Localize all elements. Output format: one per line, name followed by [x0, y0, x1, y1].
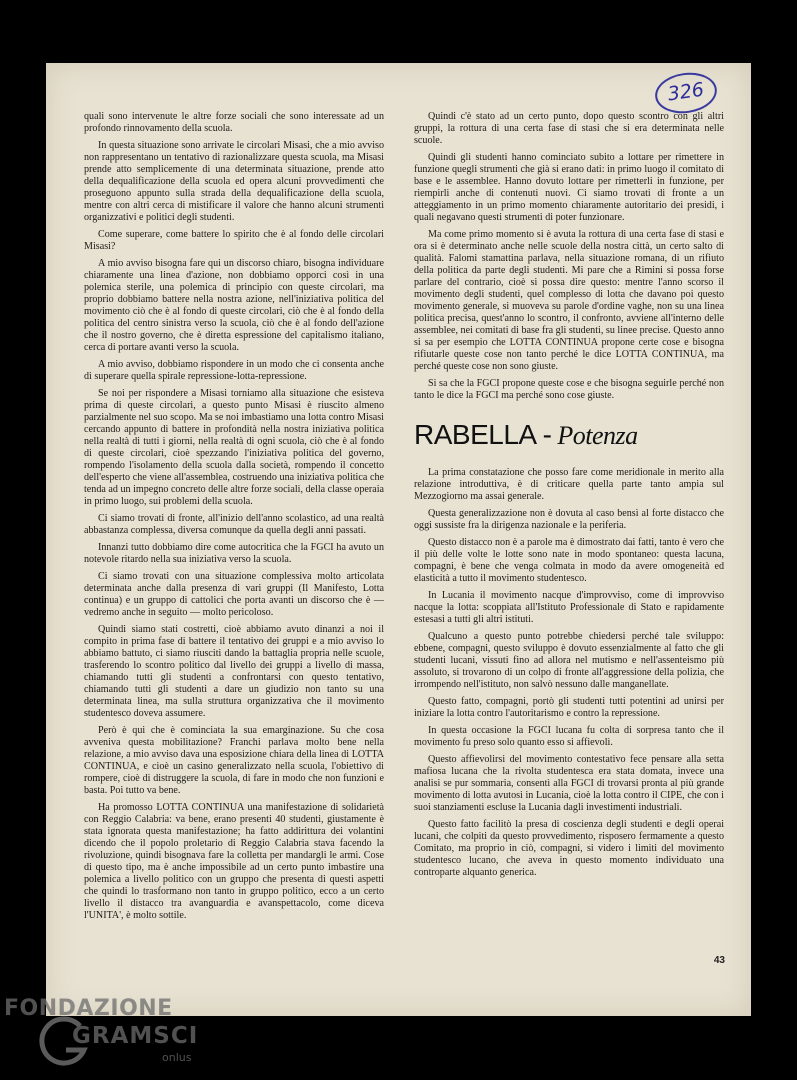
paragraph: Si sa che la FGCI propone queste cose e che bisogna seguirle perché non tanto le dice la FGCI ma perché sono cose giuste. [414, 378, 724, 401]
paragraph: Come superare, come battere lo spirito che è al fondo delle circolari Misasi? [84, 229, 384, 252]
watermark-line2: GRAMSCI [72, 1023, 199, 1049]
paragraph: Ma come primo momento si è avuta la rottura di una certa fase di stasi e ora si è determinato anche nelle scuole della nostra città, un certo salto di qualità. Falomi stamattina parlava, nella situazione romana, di un rifiuto della politica da parte degli studenti. Mi pare che a Rimini si possa forse parlare del contrario, cioè si possa dire questo: mentre l'anno scorso il movimento degli studenti, quel complesso di lotta che davano poi questo movimento generale, si muoveva su parole d'ordine vaghe, non su una linea politica precisa, quest'anno lo scontro, il confronto, avviene all'interno delle assemblee, nei comitati di base fra gli studenti, su linee precise. Questo anno si sa per esempio che LOTTA CONTINUA propone certe cose e bisogna rifiutarle queste cose non tanto perché le dice LOTTA CONTINUA, ma perché queste cose non sono giuste. [414, 229, 724, 372]
paragraph: Se noi per rispondere a Misasi torniamo alla situazione che esisteva prima di queste circolari, a questo punto Misasi è riuscito almeno parzialmente nel suo scopo. Ma se noi imbastiamo una lotta contro Misasi cercando appunto di battere in profondità nella nostra iniziativa politica nella realtà di tutti i giorni, nella realtà di ogni scuola, ciò che è al fondo di queste circolari, cioè spezzando l'iniziativa politica del governo, rompendo l'isolamento della scuola dalla società, rompendo il concetto dell'esperto che viene all'assemblea, costruendo una iniziativa politica che tenda ad un impegno concreto delle altre forze sociali, della classe operaia in primo luogo, sui problemi della scuola. [84, 388, 384, 507]
paragraph: Ha promosso LOTTA CONTINUA una manifestazione di solidarietà con Reggio Calabria: va bene, erano presenti 40 studenti, giustamente è stata ignorata questa manifestazione; ha fatto addirittura dei volantini dicendo che il popolo proletario di Reggio Calabria stava facendo la rivoluzione, quindi bisognava fare la colletta per mandargli le armi. Cose di questo tipo, ma è anche impossibile ad un certo punto imbastire una polemica a livello politico con un gruppo che presenta di questi aspetti che quindi lo trasformano non tanto in gruppo politico, ecco a un certo livello il distacco tra avanguardia e avanspettacolo, come diceva l'UNITA', è molto sottile. [84, 802, 384, 921]
paragraph: Ci siamo trovati di fronte, all'inizio dell'anno scolastico, ad una realtà abbastanza complessa, diversa comunque da quella degli anni passati. [84, 513, 384, 536]
paragraph: Innanzi tutto dobbiamo dire come autocritica che la FGCI ha avuto un notevole ritardo nella sua iniziativa verso la scuola. [84, 542, 384, 565]
watermark-line3: onlus [162, 1051, 192, 1064]
paragraph: Quindi gli studenti hanno cominciato subito a lottare per rimettere in funzione quegli strumenti che già si erano dati: in primo luogo il comitato di base e le assemblee. Hanno dovuto lottare per rimetterli in funzione, per riempirli anche di contenuti nuovi. Ci siamo trovati di fronte a un atteggiamento in un primo momento chiaramente autoritario dei presidi, i quali negavano questi strumenti di poter funzionare. [414, 152, 724, 223]
paragraph: Questo fatto facilitò la presa di coscienza degli studenti e degli operai lucani, che colpiti da questo provvedimento, risposero fermamente a questo Comitato, ma proprio in ciò, compagni, si videro i limiti del movimento studentesco lucano, che aveva in questo momento individuato una controparte alquanto generica. [414, 819, 724, 878]
paragraph: Questa generalizzazione non è dovuta al caso bensì al forte distacco che oggi sussiste fra la dirigenza nazionale e la periferia. [414, 508, 724, 531]
page-number: 43 [713, 955, 725, 966]
archive-stamp: 326 [653, 69, 720, 117]
watermark-line1: FONDAZIONE [4, 996, 173, 1021]
paragraph: A mio avviso bisogna fare qui un discorso chiaro, bisogna individuare chiaramente una linea d'azione, non dobbiamo opporci così in una polemica sterile, una polemica di principio con queste circolari, ma proprio dobbiamo battere nella nostra azione, nell'iniziativa politica del movimento ciò che è al fondo di queste circolari, ciò che è al fondo della politica del centro sinistra verso la scuola, ciò che è al fondo dell'azione che il nostro governo, che è diretta espressione del capitalismo italiano, cerca di portare avanti verso la scuola. [84, 258, 384, 353]
paragraph: La prima constatazione che posso fare come meridionale in merito alla relazione introduttiva, è di criticare quella parte tanto ampia sul Mezzogiorno ma assai generale. [414, 467, 724, 502]
paragraph: Questo distacco non è a parole ma è dimostrato dai fatti, tanto è vero che il più delle volte le lotte sono nate in modo spontaneo: questa lacuna, compagni, è bene che venga colmata in modo da avere omogeneità ed elasticità a tutto il movimento studentesco. [414, 537, 724, 584]
paragraph: A mio avviso, dobbiamo rispondere in un modo che ci consenta anche di superare quella spirale repressione-lotta-repressione. [84, 359, 384, 382]
paragraph: Quindi siamo stati costretti, cioè abbiamo avuto dinanzi a noi il compito in prima fase di battere il tentativo dei gruppi e a mio avviso lo abbiamo battuto, ci siamo riusciti dando la battaglia propria nelle scuole, trasferendo lo scontro politico dal livello dei gruppi a livello di massa, chiamando tutti gli studenti a confrontarsi con questo tentativo, chiamando tutti gli studenti a dare un giudizio non tanto su una determinata linea, ma sulla struttura organizzativa che il movimento studentesco doveva assumere. [84, 624, 384, 719]
magazine-page [46, 63, 751, 1016]
heading-dash: - [542, 419, 552, 450]
section-heading [414, 420, 724, 451]
paragraph: Ci siamo trovati con una situazione complessiva molto articolata determinata anche dalla presenza di vari gruppi (Il Manifesto, Lotta continua) e un gruppo di cattolici che porta avanti un discorso che è — vedremo anche in seguito — molto pericoloso. [84, 571, 384, 618]
paragraph: In questa occasione la FGCI lucana fu colta di sorpresa tanto che il movimento fu preso solo quanto esso si affievolì. [414, 725, 724, 748]
right-column [414, 111, 724, 884]
paragraph: Quindi c'è stato ad un certo punto, dopo questo scontro con gli altri gruppi, la rottura di una certa fase di stasi che si era determinata nelle scuole. [414, 111, 724, 146]
paragraph: Questo affievolirsi del movimento contestativo fece pensare alla setta mafiosa lucana che la rivolta studentesca era stata domata, invece una analisi se pur sommaria, consentì alla FGCI di trovarsi pronta al più grande movimento di lotta avutosi in Lucania, cioè la lotta contro il CIPE, che con i suoi stanziamenti escluse la Lucania dagli investimenti industriali. [414, 754, 724, 813]
speaker-city: Potenza [557, 421, 638, 450]
paragraph: Questo fatto, compagni, portò gli studenti tutti potentini ad unirsi per iniziare la lotta contro l'autoritarismo e contro la repressione. [414, 696, 724, 719]
fondazione-gramsci-watermark [4, 992, 204, 1072]
left-column [84, 111, 384, 927]
paragraph: Qualcuno a questo punto potrebbe chiedersi perché tale sviluppo: ebbene, compagni, questo sviluppo è dovuto essenzialmente al fatto che gli studenti lucani, vissuti fino ad allora nel mutismo e nell'assenteismo più assoluto, si trovarono di un colpo di fronte all'aggressione della polizia, che irrompendo nell'istituto, non salvò nessuno dalle manganellate. [414, 631, 724, 690]
paragraph: Però è qui che è cominciata la sua emarginazione. Su che cosa avveniva questa mobilitazione? Franchi parlava molto bene nella relazione, a mio avviso dava una esposizione chiara della linea di LOTTA CONTINUA, e cioè un casino generalizzato nella scuola, l'obiettivo di rompere, cioè di distruggere la scuola, di fare in modo che non funzioni e basta. Poi tutto va bene. [84, 725, 384, 796]
paragraph: In questa situazione sono arrivate le circolari Misasi, che a mio avviso non rappresentano un tentativo di razionalizzare questa scuola, ma Misasi prende atto semplicemente di una determinata situazione, prende atto della dequalificazione della scuola ed opera alcuni provvedimenti che proseguono appunto sulla strada della dequalificazione della scuola, mentre con altri cerca di mistificare il valore che hanno alcuni strumenti organizzativi e politici degli studenti. [84, 140, 384, 223]
paragraph: quali sono intervenute le altre forze sociali che sono interessate ad un profondo rinnovamento della scuola. [84, 111, 384, 134]
paragraph: In Lucania il movimento nacque d'improvviso, come di improvviso nacque la lotta: scoppiata all'Istituto Professionale di Stato e rapidamente estesasi a tutti gli altri istituti. [414, 590, 724, 625]
speaker-name: RABELLA [414, 419, 537, 450]
